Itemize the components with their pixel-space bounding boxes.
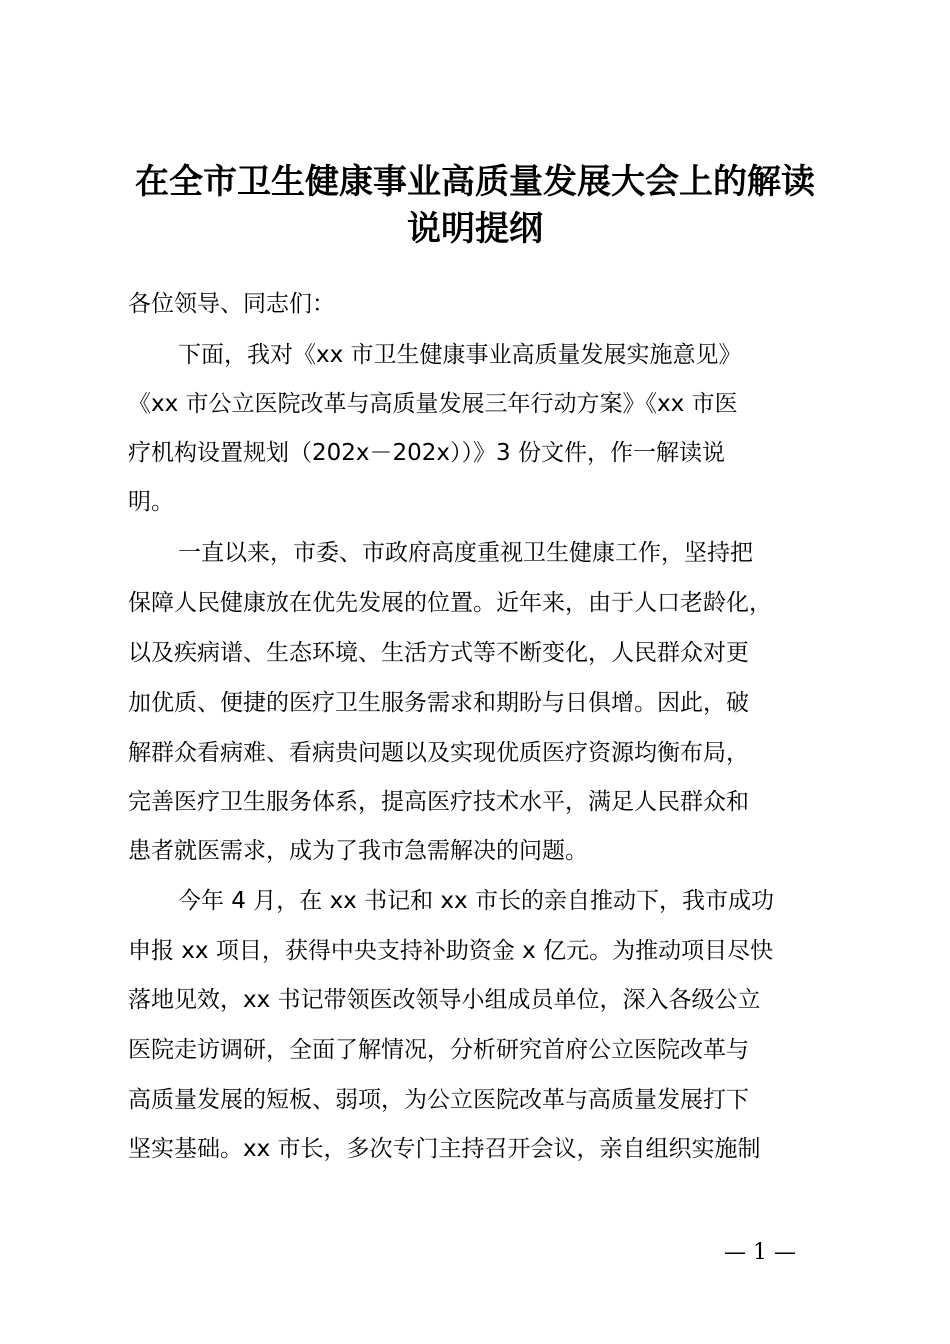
salutation: 各位领导、同志们： (128, 291, 335, 317)
body-line: 今年 4 月，在 xx 书记和 xx 市长的亲自推动下，我市成功 (178, 888, 774, 914)
body-line: 患者就医需求，成为了我市急需解决的问题。 (128, 838, 588, 864)
body-line: 解群众看病难、看病贵问题以及实现优质医疗资源均衡布局， (128, 740, 749, 766)
body-line: 一直以来，市委、市政府高度重视卫生健康工作，坚持把 (178, 540, 753, 566)
page-number: — 1 — (724, 1240, 796, 1265)
body-line: 完善医疗卫生服务体系，提高医疗技术水平，满足人民群众和 (128, 789, 749, 815)
body-line: 明。 (128, 489, 174, 515)
body-line: 《xx 市公立医院改革与高质量发展三年行动方案》《xx 市医 (128, 391, 738, 417)
body-line: 高质量发展的短板、弱项，为公立医院改革与高质量发展打下 (128, 1087, 749, 1113)
body-line: 申报 xx 项目，获得中央支持补助资金 x 亿元。为推动项目尽快 (128, 938, 774, 964)
body-line: 疗机构设置规划（202x－202x））》3 份文件，作一解读说 (128, 440, 725, 466)
document-title-line-2: 说明提纲 (407, 209, 543, 249)
body-line: 下面，我对《xx 市卫生健康事业高质量发展实施意见》 (178, 342, 742, 368)
body-line: 加优质、便捷的医疗卫生服务需求和期盼与日俱增。因此，破 (128, 690, 749, 716)
body-line: 落地见效，xx 书记带领医改领导小组成员单位，深入各级公立 (128, 987, 761, 1013)
body-line: 保障人民健康放在优先发展的位置。近年来，由于人口老龄化， (128, 590, 772, 616)
body-line: 医院走访调研，全面了解情况，分析研究首府公立医院改革与 (128, 1037, 749, 1063)
body-line: 以及疾病谱、生态环境、生活方式等不断变化，人民群众对更 (128, 640, 749, 666)
body-line: 坚实基础。xx 市长，多次专门主持召开会议，亲自组织实施制 (128, 1136, 761, 1162)
document-title-line-1: 在全市卫生健康事业高质量发展大会上的解读 (135, 162, 815, 202)
